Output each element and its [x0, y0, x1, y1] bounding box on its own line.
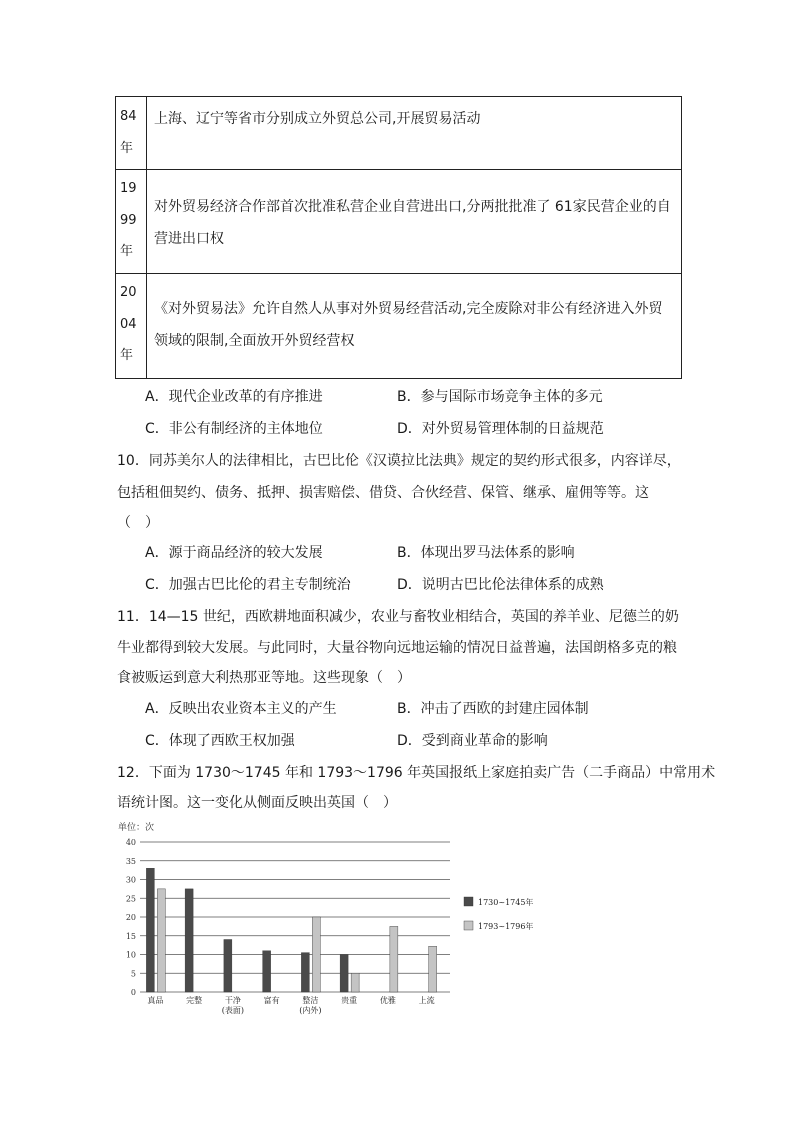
q9-option-c: C．非公有制经济的主体地位 — [145, 421, 323, 437]
bar — [340, 955, 348, 993]
q11-stem-line: 牛业都得到较大发展。与此同时，大量谷物向远地运输的情况日益普遍，法国朗格多克的粮 — [117, 640, 677, 656]
legend-swatch — [464, 897, 473, 906]
x-tick-label: 优雅 — [379, 996, 396, 1005]
y-axis-unit-label: 单位：次 — [118, 823, 155, 833]
q11-stem-line: 11．14—15 世纪，西欧耕地面积减少，农业与畜牧业相结合，英国的养羊业、尼德兰的奶 — [117, 609, 679, 625]
q10-option-b: B．体现出罗马法体系的影响 — [397, 545, 575, 561]
bar — [351, 973, 359, 992]
q10-stem-line: 10．同苏美尔人的法律相比，古巴比伦《汉谟拉比法典》规定的契约形式很多，内容详尽， — [117, 453, 681, 469]
x-tick-label: (内外) — [299, 1006, 322, 1015]
y-tick-label: 15 — [125, 931, 136, 941]
event-text: 《对外贸易法》允许自然人从事对外贸易经营活动,完全废除对非公有经济进入外贸领域的限制,全面放开外贸经营权 — [154, 301, 663, 349]
year-text: 04 — [120, 317, 137, 332]
bar — [224, 940, 232, 993]
q11-option-a: A．反映出农业资本主义的产生 — [145, 701, 337, 717]
year-text: 年 — [120, 141, 134, 156]
year-cell — [116, 170, 147, 273]
q9-option-d: D．对外贸易管理体制的日益规范 — [397, 421, 604, 437]
x-tick-label: (表面) — [221, 1006, 244, 1015]
q11-option-d: D．受到商业革命的影响 — [397, 733, 548, 749]
y-tick-label: 40 — [125, 838, 136, 847]
y-tick-label: 35 — [125, 856, 136, 866]
table-row — [116, 274, 681, 378]
legend-label: 1793~1796年 — [478, 922, 534, 931]
legend-label: 1730~1745年 — [478, 898, 534, 907]
q10-stem-line: 包括租佃契约、债务、抵押、损害赔偿、借贷、合伙经营、保管、继承、雇佣等等。这 — [117, 485, 649, 501]
year-text: 84 — [120, 109, 137, 124]
bar — [185, 889, 193, 992]
bar — [429, 946, 437, 992]
table-row — [116, 97, 681, 170]
event-text: 上海、辽宁等省市分别成立外贸总公司,开展贸易活动 — [154, 111, 481, 127]
bar — [390, 926, 398, 992]
q11-stem-line: 食被贩运到意大利热那亚等地。这些现象（ ） — [117, 670, 411, 686]
q9-option-a: A．现代企业改革的有序推进 — [145, 389, 323, 405]
year-text: 99 — [120, 213, 137, 228]
q10-answer-blank: （ ） — [117, 515, 159, 531]
x-tick-label: 真品 — [147, 996, 164, 1005]
bar — [146, 868, 154, 992]
bar — [312, 917, 320, 992]
year-cell — [116, 274, 147, 378]
x-tick-label: 干净 — [224, 996, 241, 1005]
y-tick-label: 30 — [125, 875, 136, 885]
term-frequency-bar-chart — [114, 820, 544, 1020]
x-tick-label: 上流 — [418, 996, 435, 1005]
y-tick-label: 5 — [130, 969, 136, 979]
legend-swatch — [464, 921, 473, 930]
x-tick-label: 贵重 — [341, 996, 358, 1005]
bar — [301, 953, 309, 992]
event-text: 对外贸易经济合作部首次批准私营企业自营进出口,分两批批准了 61家民营企业的自营进出口权 — [154, 199, 671, 247]
year-text: 年 — [120, 244, 134, 259]
x-tick-label: 完整 — [186, 996, 203, 1005]
bar — [157, 889, 165, 992]
year-text: 20 — [120, 285, 137, 300]
reform-table — [115, 96, 682, 379]
year-cell — [116, 97, 147, 169]
q12-stem-line: 语统计图。这一变化从侧面反映出英国（ ） — [117, 795, 397, 811]
y-tick-label: 20 — [125, 913, 136, 922]
y-tick-label: 10 — [125, 950, 136, 960]
q11-option-c: C．体现了西欧王权加强 — [145, 733, 295, 749]
q9-option-b: B．参与国际市场竞争主体的多元 — [397, 389, 603, 405]
year-text: 年 — [120, 348, 134, 363]
y-tick-label: 25 — [125, 894, 136, 904]
x-tick-label: 整洁 — [302, 996, 319, 1005]
q10-option-c: C．加强古巴比伦的君主专制统治 — [145, 577, 351, 593]
q10-option-d: D．说明古巴比伦法律体系的成熟 — [397, 577, 604, 593]
bar — [263, 951, 271, 992]
y-tick-label: 0 — [130, 988, 136, 997]
q12-stem-line: 12．下面为 1730～1745 年和 1793～1796 年英国报纸上家庭拍卖广告（二手商品）中常用术 — [117, 765, 716, 781]
x-tick-label: 富有 — [263, 996, 280, 1005]
table-row — [116, 170, 681, 274]
q11-option-b: B．冲击了西欧的封建庄园体制 — [397, 701, 589, 717]
year-text: 19 — [120, 181, 137, 196]
q10-option-a: A．源于商品经济的较大发展 — [145, 545, 323, 561]
